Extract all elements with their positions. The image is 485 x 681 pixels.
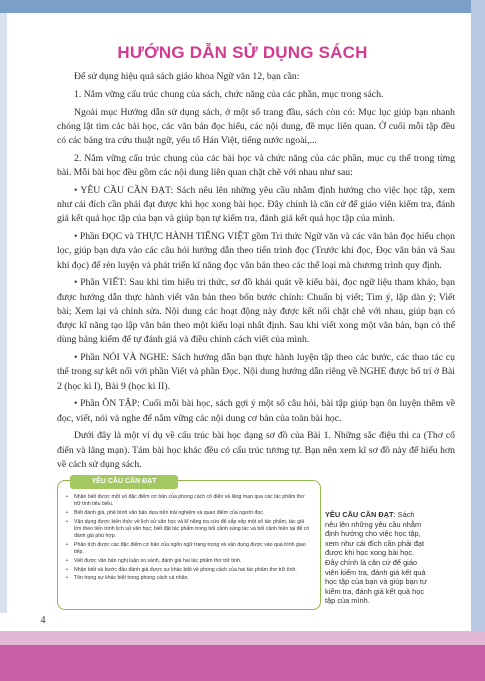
list-item: • Tôn trọng sự khác biệt trong phong cách cá nhân. xyxy=(66,575,312,582)
top-decorative-band xyxy=(0,0,485,13)
list-item: • Viết được văn bản nghị luận so sánh, đánh giá hai tác phẩm thơ trữ tình. xyxy=(66,558,312,565)
list-item: • Biết đánh giá, phê bình văn bản dựa trên trải nghiệm và quan điểm của người đọc. xyxy=(66,510,312,517)
objectives-list xyxy=(58,481,320,583)
learning-objectives-box xyxy=(57,480,321,610)
side-note-label: YÊU CẦU CẦN ĐẠT xyxy=(325,510,394,519)
paragraph: Dưới đây là một ví dụ về cấu trúc bài học dạng sơ đồ của Bài 1. Những sắc điệu thi ca (Thơ cổ điển và lãng mạn). Tám bài học khác đều có cấu trúc tương tự. Bạn nên xem kĩ sơ đồ này để hiểu hơn về cách sử dụng sách. xyxy=(57,430,455,470)
paragraph: Ngoài mục Hướng dẫn sử dụng sách, ở một số trang đầu, sách còn có: Mục lục giúp bạn nhanh chóng lật tìm các bài học, các văn bản đọc hiểu, các nội dung, đề mục liên quan. Ở cuối mỗi tập đều có các bảng tra cứu thuật ngữ, yếu tố Hán Việt, tiếng nước ngoài,... xyxy=(57,106,455,146)
paragraph: Để sử dụng hiệu quả sách giáo khoa Ngữ văn 12, bạn cần: xyxy=(74,71,300,82)
paragraph: • Phần ĐỌC và THỰC HÀNH TIẾNG VIỆT gồm Tri thức Ngữ văn và các văn bản đọc hiểu chọn lọc, giúp bạn dựa vào các câu hỏi hướng dẫn theo tiến trình đọc (Trước khi đọc, Đọc văn bản và Sau khi đọc) để rèn luyện và phát triển kĩ năng đọc văn bản theo các thể loại mà chương trình quy định. xyxy=(57,231,455,271)
paragraph: • Phần NÓI VÀ NGHE: Sách hướng dẫn bạn thực hành luyện tập theo các bước, các thao tác cụ thể trong sự kết nối với phần Viết và phần Đọc. Nội dung hướng dẫn riêng về NGHE được bố trí ở Bài 2 (học kì I), Bài 9 (học kì II). xyxy=(57,352,455,392)
page-title: HƯỚNG DẪN SỬ DỤNG SÁCH xyxy=(117,43,368,62)
side-note-text: : Sách nêu lên những yêu cầu nhằm định hướng cho việc học tập, xem như cái đích cần phải đạt được khi học xong bài học. Đây chính là căn cứ để giáo viên kiểm tra, đánh giá kết quả học tập của bạn và giúp bạn tự kiểm tra, đánh giá kết quả học tập của mình. xyxy=(325,510,427,606)
side-note xyxy=(325,510,427,606)
paragraph: • Phần ÔN TẬP: Cuối mỗi bài học, sách gợi ý một số câu hỏi, bài tập giúp bạn ôn luyện thêm về đọc, viết, nói và nghe để nắm vững các nội dung cơ bản của toàn bài học. xyxy=(57,398,455,424)
list-item: • Phân tích được các đặc điểm cơ bản của ngôn ngữ trang trọng và vận dụng được vào quá trình giao tiếp. xyxy=(66,542,312,557)
box-tab-label: YÊU CẦU CẦN ĐẠT xyxy=(70,475,178,489)
bottom-decorative-band xyxy=(0,645,485,681)
paragraph: • Phần VIẾT: Sau khi tìm hiểu tri thức, sơ đồ khái quát về kiểu bài, đọc ngữ liệu tham khảo, bạn được hướng dẫn thực hành viết văn bản theo bốn bước chính: Chuẩn bị viết; Tìm ý, lập dàn ý; Viết bài; Xem lại và chỉnh sửa. Nội dung các hoạt động này được kết nối chặt chẽ với nhau, giúp bạn có được kĩ năng tạo lập văn bản theo một kiểu loại nhất định. Sau khi viết xong một văn bản, bạn có thể dùng bảng kiểm để tự đánh giá và điều chỉnh cách viết của mình. xyxy=(57,277,455,346)
body-text xyxy=(57,70,455,472)
paragraph: 2. Nắm vững cấu trúc chung của các bài học và chức năng của các phần, mục cụ thể trong từng bài. Mỗi bài học đều gồm các nội dung liên quan chặt chẽ với nhau như sau: xyxy=(57,152,455,178)
left-edge-stripe xyxy=(0,13,7,613)
list-item: • Vận dụng được kiến thức về lịch sử văn học và kĩ năng tra cứu để sắp xếp một số tác phẩm, tác giả lớn theo tiến trình lịch sử văn học; biết đặt tác phẩm trong bối cảnh sáng tác và bối cảnh hiện tại để có đánh giá phù hợp. xyxy=(66,519,312,541)
list-item: • Nhận biết và bước đầu đánh giá được sự khác biệt về phong cách của hai tác phẩm thơ trữ tình. xyxy=(66,567,312,574)
right-edge-band xyxy=(471,0,485,681)
list-item: • Nhận biết được một số đặc điểm cơ bản của phong cách cổ điển và lãng mạn qua các tác phẩm thơ trữ tình tiêu biểu. xyxy=(66,494,312,509)
page-number: 4 xyxy=(40,615,46,626)
paragraph: • YÊU CẦU CẦN ĐẠT: Sách nêu lên những yêu cầu nhằm định hướng cho việc học tập, xem như cái đích cần phải đạt được khi học xong bài học. Đây chính là căn cứ để giáo viên kiểm tra, đánh giá kết quả học tập của bạn và giúp bạn tự kiểm tra, đánh giá kết quả học tập của mình. xyxy=(57,184,455,225)
paragraph: 1. Nắm vững cấu trúc chung của sách, chức năng của các phần, mục trong sách. xyxy=(74,88,384,100)
bottom-light-band xyxy=(0,631,485,645)
